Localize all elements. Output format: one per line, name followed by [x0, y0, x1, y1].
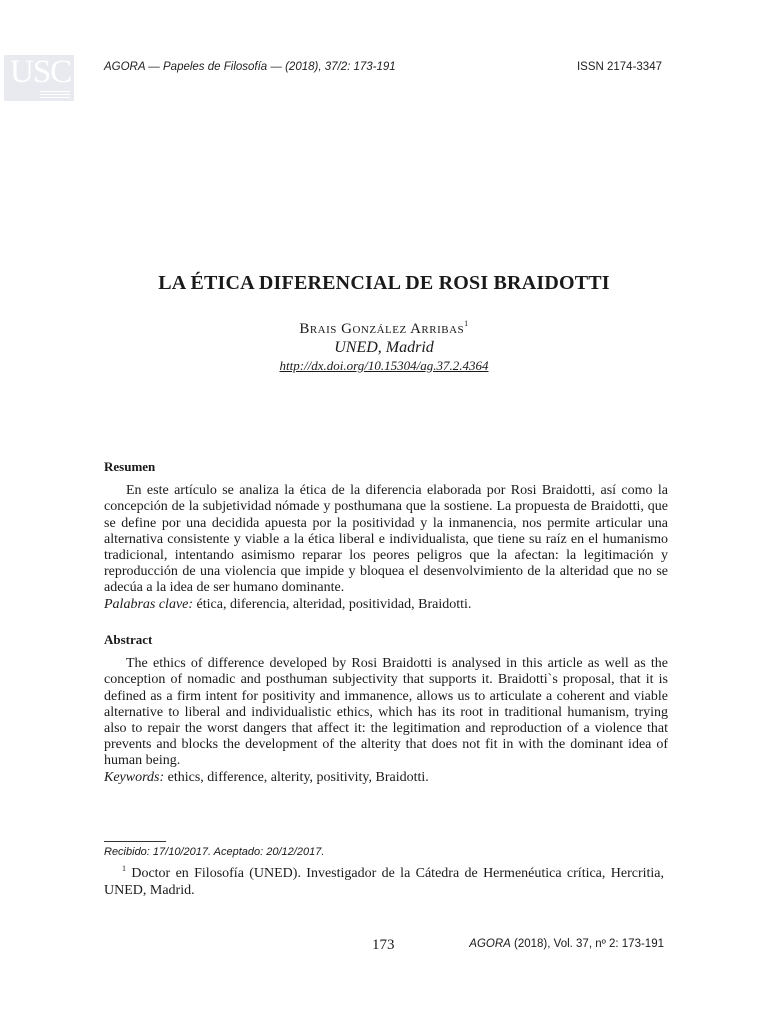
article-title: LA ÉTICA DIFERENCIAL DE ROSI BRAIDOTTI: [158, 272, 610, 294]
footnote-1-text: Doctor en Filosofía (UNED). Investigador de la Cátedra de Hermenéutica crítica, Hercritia, UNED, Madrid.: [104, 866, 664, 898]
author-affiliation: UNED, Madrid: [334, 339, 434, 356]
footnote-1: [104, 861, 664, 899]
header-journal-rest: — Papeles de Filosofía — (2018), 37/2: 173-191: [145, 61, 396, 73]
resumen-keywords: [104, 597, 668, 613]
logo-lines: [40, 91, 70, 92]
resumen-keywords-label: Palabras clave:: [104, 596, 194, 612]
header-journal-citation: [104, 61, 396, 73]
footer-journal-name: AGORA: [469, 938, 511, 950]
page-number: 173: [372, 937, 395, 953]
header-issn: ISSN 2174-3347: [576, 61, 662, 73]
university-logo: [4, 55, 74, 101]
resumen-body: En este artículo se analiza la ética de la diferencia elaborada por Rosi Braidotti, así como la concepción de la subjetividad nómade y posthumana que la sostiene. La propuesta de Braidotti, que se define por una decidida apuesta por la positividad y la inmanencia, nos permite articular una alternativa consistente y viable a la ética liberal e individualista, que tiene su raíz en el humanismo tradicional, intentando asimismo reparar los peores peligros que la afectan: la legitimación y reproducción de una violencia que impide y bloquea el desenvolvimiento de la alteridad que no se adecúa a la idea de ser humano dominante.: [104, 483, 668, 596]
resumen-section: [104, 459, 668, 613]
footer-citation: [469, 938, 664, 950]
doi-link[interactable]: http://dx.doi.org/10.15304/ag.37.2.4364: [279, 358, 489, 373]
received-dates: Recibido: 17/10/2017. Aceptado: 20/12/2017.: [104, 846, 325, 858]
abstract-keywords-label: Keywords:: [104, 769, 165, 785]
footer-citation-text: (2018), Vol. 37, nº 2: 173-191: [510, 938, 664, 950]
resumen-keywords-list: ética, diferencia, alteridad, positividad, Braidotti.: [193, 596, 472, 612]
logo-text: USC: [10, 54, 72, 90]
author-footnote-mark: 1: [464, 319, 469, 328]
abstract-keywords: [104, 770, 668, 786]
abstract-body: The ethics of difference developed by Rosi Braidotti is analysed in this article as well as the conception of nomadic and posthuman subjectivity that supports it. Braidotti`s proposal, that it is defined as a firm intent for positivity and immanence, allows us to articulate a coherent and viable alternative to liberal and individualistic ethics, which has its root in traditional humanism, trying also to repair the worst dangers that affect it: the legitimation and reproduction of a violence that prevents and blocks the development of the alterity that does not fit in with the dominant idea of human being.: [104, 656, 668, 769]
abstract-heading: Abstract: [104, 632, 153, 647]
footnote-divider: [104, 841, 166, 842]
article-author: [0, 319, 768, 338]
footnote-1-line: [104, 861, 664, 899]
resumen-heading: Resumen: [104, 459, 156, 474]
author-name: Brais González Arribas: [299, 321, 465, 337]
footnote-1-mark: 1: [122, 864, 126, 873]
header-journal-name: AGORA: [104, 61, 146, 73]
abstract-keywords-list: ethics, difference, alterity, positivity, Braidotti.: [164, 769, 429, 785]
abstract-section: [104, 632, 668, 786]
